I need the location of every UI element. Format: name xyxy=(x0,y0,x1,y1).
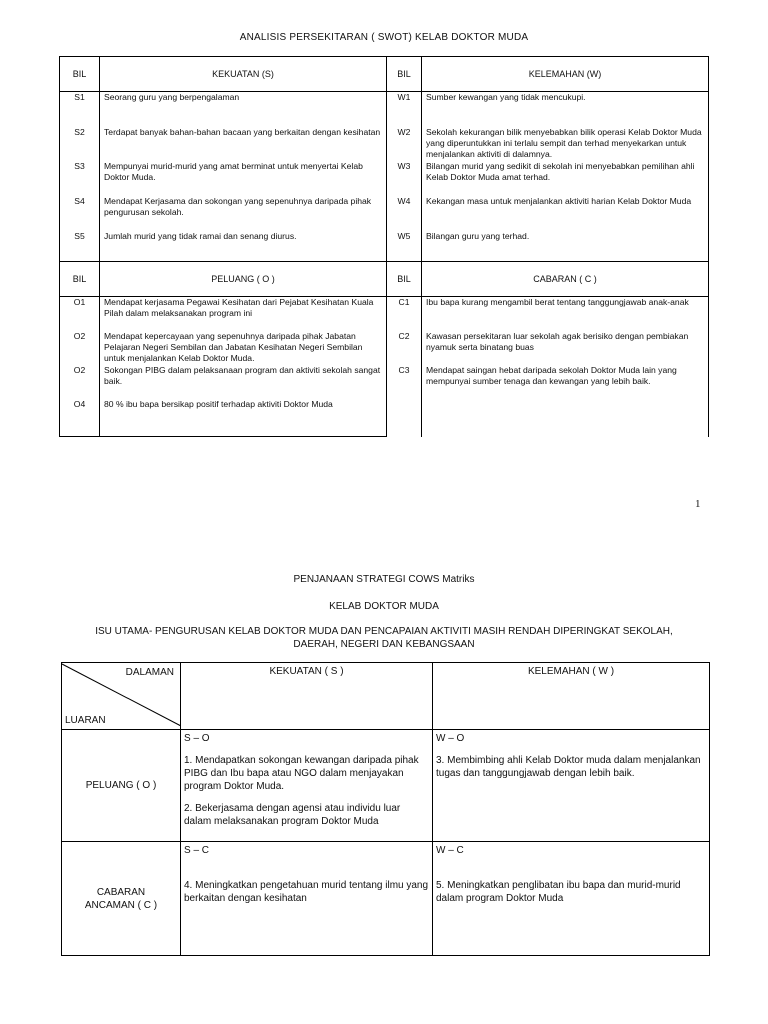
strategy-item: 5. Meningkatkan penglibatan ibu bapa dan murid-murid dalam program Doktor Muda xyxy=(436,880,681,904)
matrix-subtitle: KELAB DOKTOR MUDA xyxy=(329,601,439,612)
row-label-threat xyxy=(62,842,181,956)
threat-code: C1 xyxy=(387,297,422,331)
cell-sc xyxy=(181,842,433,956)
cell-wo xyxy=(433,730,710,842)
weakness-text: Sumber kewangan yang tidak mencukupi. xyxy=(422,92,709,127)
strength-text: Jumlah murid yang tidak ramai dan senang diurus. xyxy=(100,231,387,262)
threat-text: Ibu bapa kurang mengambil berat tentang tanggungjawab anak-anak xyxy=(422,297,709,331)
opportunity-text: Mendapat kerjasama Pegawai Kesihatan dari Pejabat Kesihatan Kuala Pilah dalam melaksanakan program ini xyxy=(100,297,387,331)
strategy-item: 2. Bekerjasama dengan agensi atau individu luar dalam melaksanakan program Doktor Muda xyxy=(184,803,401,827)
strength-code: S3 xyxy=(60,161,100,196)
cell-so xyxy=(181,730,433,842)
issue-line-2: DAERAH, NEGERI DAN KEBANGSAAN xyxy=(293,639,475,650)
weakness-code: W5 xyxy=(387,231,422,262)
header-strength: KEKUATAN (S) xyxy=(100,57,387,92)
weakness-code: W4 xyxy=(387,196,422,231)
header-weakness: KELEMAHAN (W) xyxy=(422,57,709,92)
corner-label-dalaman: DALAMAN xyxy=(125,667,174,678)
weakness-code: W2 xyxy=(387,127,422,161)
header-bil: BIL xyxy=(60,262,100,297)
swot-row xyxy=(60,127,709,161)
strength-code: S1 xyxy=(60,92,100,127)
cell-wc xyxy=(433,842,710,956)
row-label-threat-line1: CABARAN xyxy=(96,886,146,898)
cell-label: S – C xyxy=(184,845,210,856)
col-header-strength: KEKUATAN ( S ) xyxy=(181,663,433,730)
strategy-item: 1. Mendapatkan sokongan kewangan daripada pihak PIBG dan Ibu bapa atau NGO dalam menjayakan program Doktor Muda. xyxy=(184,755,419,792)
cell-label: W – C xyxy=(436,845,464,856)
swot-row xyxy=(60,231,709,262)
strength-text: Terdapat banyak bahan-bahan bacaan yang berkaitan dengan kesihatan xyxy=(100,127,387,161)
threat-code: C3 xyxy=(387,365,422,437)
header-opportunity: PELUANG ( O ) xyxy=(100,262,387,297)
header-bil: BIL xyxy=(60,57,100,92)
strength-code: S4 xyxy=(60,196,100,231)
row-label-opportunity: PELUANG ( O ) xyxy=(62,730,181,842)
weakness-text: Bilangan murid yang sedikit di sekolah ini menyebabkan pemilihan ahli Kelab Doktor Muda amat terhad. xyxy=(422,161,709,196)
swot-table xyxy=(59,56,709,437)
matrix-row-opportunity xyxy=(62,730,710,842)
strength-code: S5 xyxy=(60,231,100,262)
opportunity-code: O2 xyxy=(60,365,100,399)
corner-cell xyxy=(62,663,181,730)
opportunity-code: O4 xyxy=(60,399,100,437)
cell-label: W – O xyxy=(436,733,465,744)
weakness-code: W3 xyxy=(387,161,422,196)
page-number: 1 xyxy=(695,498,701,510)
strategy-item: 3. Membimbing ahli Kelab Doktor muda dalam menjalankan tugas dan tanggungjawab dengan lebih baik. xyxy=(436,755,701,779)
header-bil: BIL xyxy=(387,57,422,92)
strength-code: S2 xyxy=(60,127,100,161)
weakness-text: Sekolah kekurangan bilik menyebabkan bilik operasi Kelab Doktor Muda yang diperuntukkan ini terlalu sempit dan terhad menyekarkan untuk menjalankan aktiviti di dalamnya. xyxy=(422,127,709,161)
weakness-text: Kekangan masa untuk menjalankan aktiviti harian Kelab Doktor Muda xyxy=(422,196,709,231)
cell-label: S – O xyxy=(184,733,210,744)
opportunity-code: O1 xyxy=(60,297,100,331)
swot-row xyxy=(60,297,709,331)
swot-row xyxy=(60,365,709,399)
row-label-threat-line2: ANCAMAN ( C ) xyxy=(84,899,158,911)
weakness-code: W1 xyxy=(387,92,422,127)
cows-matrix xyxy=(61,662,710,956)
header-bil: BIL xyxy=(387,262,422,297)
swot-row xyxy=(60,92,709,127)
strength-text: Mendapat Kerjasama dan sokongan yang sepenuhnya daripada pihak pengurusan sekolah. xyxy=(100,196,387,231)
matrix-title: PENJANAAN STRATEGI COWS Matriks xyxy=(293,574,475,585)
swot-row xyxy=(60,331,709,365)
threat-text: Mendapat saingan hebat daripada sekolah Doktor Muda lain yang mempunyai sumber tenaga dan kewangan yang lebih baik. xyxy=(422,365,709,437)
header-threat: CABARAN ( C ) xyxy=(422,262,709,297)
threat-code: C2 xyxy=(387,331,422,365)
issue-line-1: ISU UTAMA- PENGURUSAN KELAB DOKTOR MUDA DAN PENCAPAIAN AKTIVITI MASIH RENDAH DIPERINGKAT SEKOLAH, xyxy=(95,626,673,637)
matrix-row-threat xyxy=(62,842,710,956)
threat-text: Kawasan persekitaran luar sekolah agak berisiko dengan pembiakan nyamuk serta binatang buas xyxy=(422,331,709,365)
strength-text: Mempunyai murid-murid yang amat berminat untuk menyertai Kelab Doktor Muda. xyxy=(100,161,387,196)
swot-title: ANALISIS PERSEKITARAN ( SWOT) KELAB DOKTOR MUDA xyxy=(239,32,529,43)
sw-header-row xyxy=(60,57,709,92)
swot-row xyxy=(60,196,709,231)
opportunity-text: 80 % ibu bapa bersikap positif terhadap aktiviti Doktor Muda xyxy=(100,399,387,437)
ot-header-row xyxy=(60,262,709,297)
corner-label-luaran: LUARAN xyxy=(65,715,106,726)
opportunity-text: Sokongan PIBG dalam pelaksanaan program dan aktiviti sekolah sangat baik. xyxy=(100,365,387,399)
strategy-item: 4. Meningkatkan pengetahuan murid tentang ilmu yang berkaitan dengan kesihatan xyxy=(184,880,429,904)
strength-text: Seorang guru yang berpengalaman xyxy=(100,92,387,127)
swot-row xyxy=(60,161,709,196)
matrix-header-row xyxy=(62,663,710,730)
col-header-weakness: KELEMAHAN ( W ) xyxy=(433,663,710,730)
opportunity-text: Mendapat kepercayaan yang sepenuhnya daripada pihak Jabatan Pelajaran Negeri Sembilan dan Jabatan Kesihatan Negeri Sembilan untuk menjalankan Kelab Doktor Muda. xyxy=(100,331,387,365)
opportunity-code: O2 xyxy=(60,331,100,365)
weakness-text: Bilangan guru yang terhad. xyxy=(422,231,709,262)
